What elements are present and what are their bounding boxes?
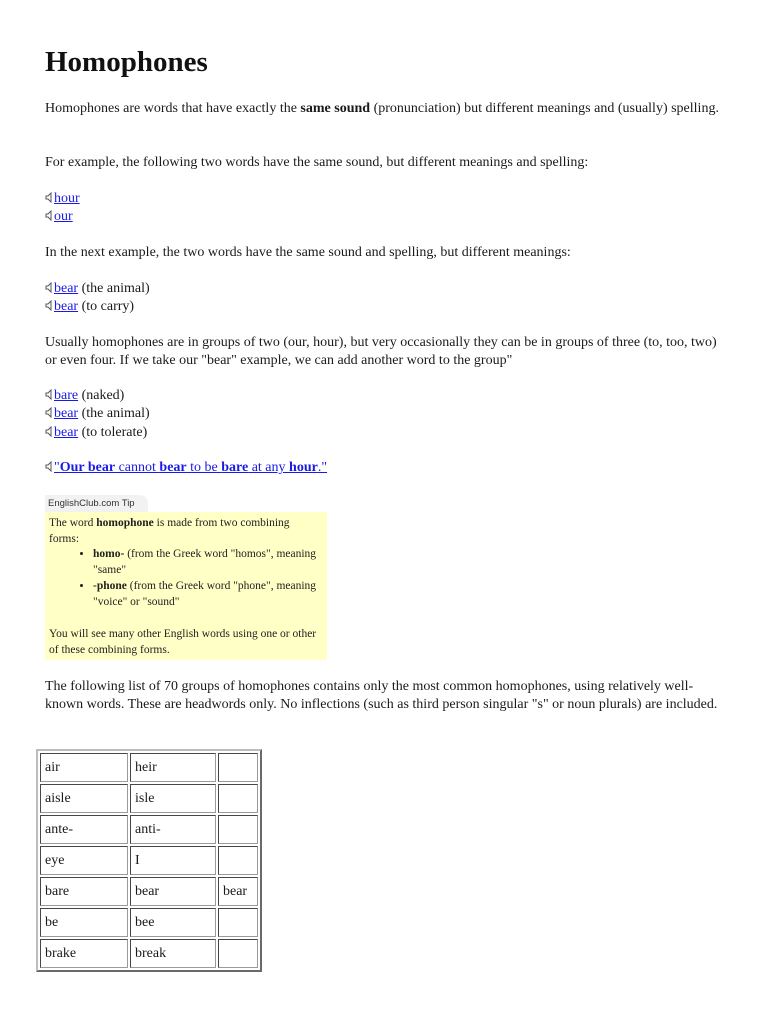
- table-cell: [218, 939, 258, 968]
- word-note: (naked): [78, 388, 125, 403]
- word-link-bear[interactable]: bear: [54, 406, 79, 421]
- tip-box: [45, 512, 327, 660]
- word-link-bear[interactable]: bear: [54, 299, 79, 314]
- word-note: (the animal): [78, 406, 150, 421]
- page-title: Homophones: [45, 46, 208, 78]
- table-cell: [218, 784, 258, 813]
- table-row: [40, 877, 258, 906]
- tip-tab: EnglishClub.com Tip: [45, 495, 148, 512]
- example2-intro: In the next example, the two words have the same sound and spelling, but different meanings:: [45, 245, 571, 260]
- audio-line-bear-tolerate: [45, 424, 147, 442]
- table-cell: [218, 846, 258, 875]
- word-link-bare[interactable]: bare: [54, 388, 79, 403]
- homophones-table: [36, 749, 262, 972]
- word-note: (to tolerate): [78, 425, 148, 440]
- tip-list: [45, 546, 323, 610]
- speaker-icon[interactable]: [45, 192, 54, 203]
- table-cell: anti-: [130, 815, 216, 844]
- table-cell: [218, 753, 258, 782]
- audio-line-our: [45, 208, 73, 226]
- intro-text-end: (pronunciation) but different meanings and (usually) spelling.: [370, 101, 719, 116]
- speaker-icon[interactable]: [45, 426, 54, 437]
- audio-line-hour: [45, 190, 80, 208]
- tip-closing: You will see many other English words using one or other of these combining forms.: [49, 628, 317, 656]
- audio-line-bear-carry: [45, 298, 134, 316]
- intro-text: Homophones are words that have exactly the: [45, 101, 301, 116]
- intro-paragraph: [45, 100, 725, 118]
- audio-line-bear-animal-2: [45, 405, 150, 423]
- table-cell: bear: [130, 877, 216, 906]
- table-cell: I: [130, 846, 216, 875]
- audio-line-bare: [45, 387, 124, 405]
- table-cell: bare: [40, 877, 128, 906]
- table-cell: [218, 908, 258, 937]
- groups-paragraph: Usually homophones are in groups of two (our, hour), but very occasionally they can be in groups of three (to, too, two) or even four. If we take our "bear" example, we can add another word to the group": [45, 335, 717, 368]
- word-note: (the animal): [78, 281, 150, 296]
- audio-line-sentence: [45, 459, 327, 477]
- tip-list-item: • -phone (from the Greek word "phone", meaning "voice" or "sound": [93, 578, 323, 610]
- tip-intro: The word homophone is made from two combining forms:: [49, 517, 290, 545]
- table-cell: [218, 815, 258, 844]
- word-link-hour[interactable]: hour: [54, 191, 80, 206]
- table-row: [40, 753, 258, 782]
- audio-line-bear-animal: [45, 280, 150, 298]
- word-link-our[interactable]: our: [54, 209, 73, 224]
- intro-bold: same sound: [300, 101, 371, 116]
- table-cell: ante-: [40, 815, 128, 844]
- table-cell: be: [40, 908, 128, 937]
- table-row: [40, 908, 258, 937]
- example-sentence-link[interactable]: "Our bear cannot bear to be bare at any hour.": [54, 460, 328, 475]
- speaker-icon[interactable]: [45, 300, 54, 311]
- tip-list-item: • homo- (from the Greek word "homos", meaning "same": [93, 546, 323, 578]
- table-cell: eye: [40, 846, 128, 875]
- speaker-icon[interactable]: [45, 210, 54, 221]
- speaker-icon[interactable]: [45, 461, 54, 472]
- word-link-bear[interactable]: bear: [54, 281, 79, 296]
- speaker-icon[interactable]: [45, 407, 54, 418]
- table-cell: heir: [130, 753, 216, 782]
- example1-intro: For example, the following two words have the same sound, but different meanings and spelling:: [45, 155, 589, 170]
- word-note: (to carry): [78, 299, 135, 314]
- table-cell: break: [130, 939, 216, 968]
- table-row: [40, 939, 258, 968]
- table-cell: isle: [130, 784, 216, 813]
- list-intro-paragraph: The following list of 70 groups of homophones contains only the most common homophones, using relatively well-known words. These are headwords only. No inflections (such as third person singular "s" or noun plurals) are included.: [45, 679, 718, 712]
- word-link-bear[interactable]: bear: [54, 425, 79, 440]
- table-row: [40, 815, 258, 844]
- table-cell: bear: [218, 877, 258, 906]
- table-cell: bee: [130, 908, 216, 937]
- table-cell: brake: [40, 939, 128, 968]
- speaker-icon[interactable]: [45, 389, 54, 400]
- speaker-icon[interactable]: [45, 282, 54, 293]
- table-cell: air: [40, 753, 128, 782]
- table-row: [40, 846, 258, 875]
- table-row: [40, 784, 258, 813]
- table-cell: aisle: [40, 784, 128, 813]
